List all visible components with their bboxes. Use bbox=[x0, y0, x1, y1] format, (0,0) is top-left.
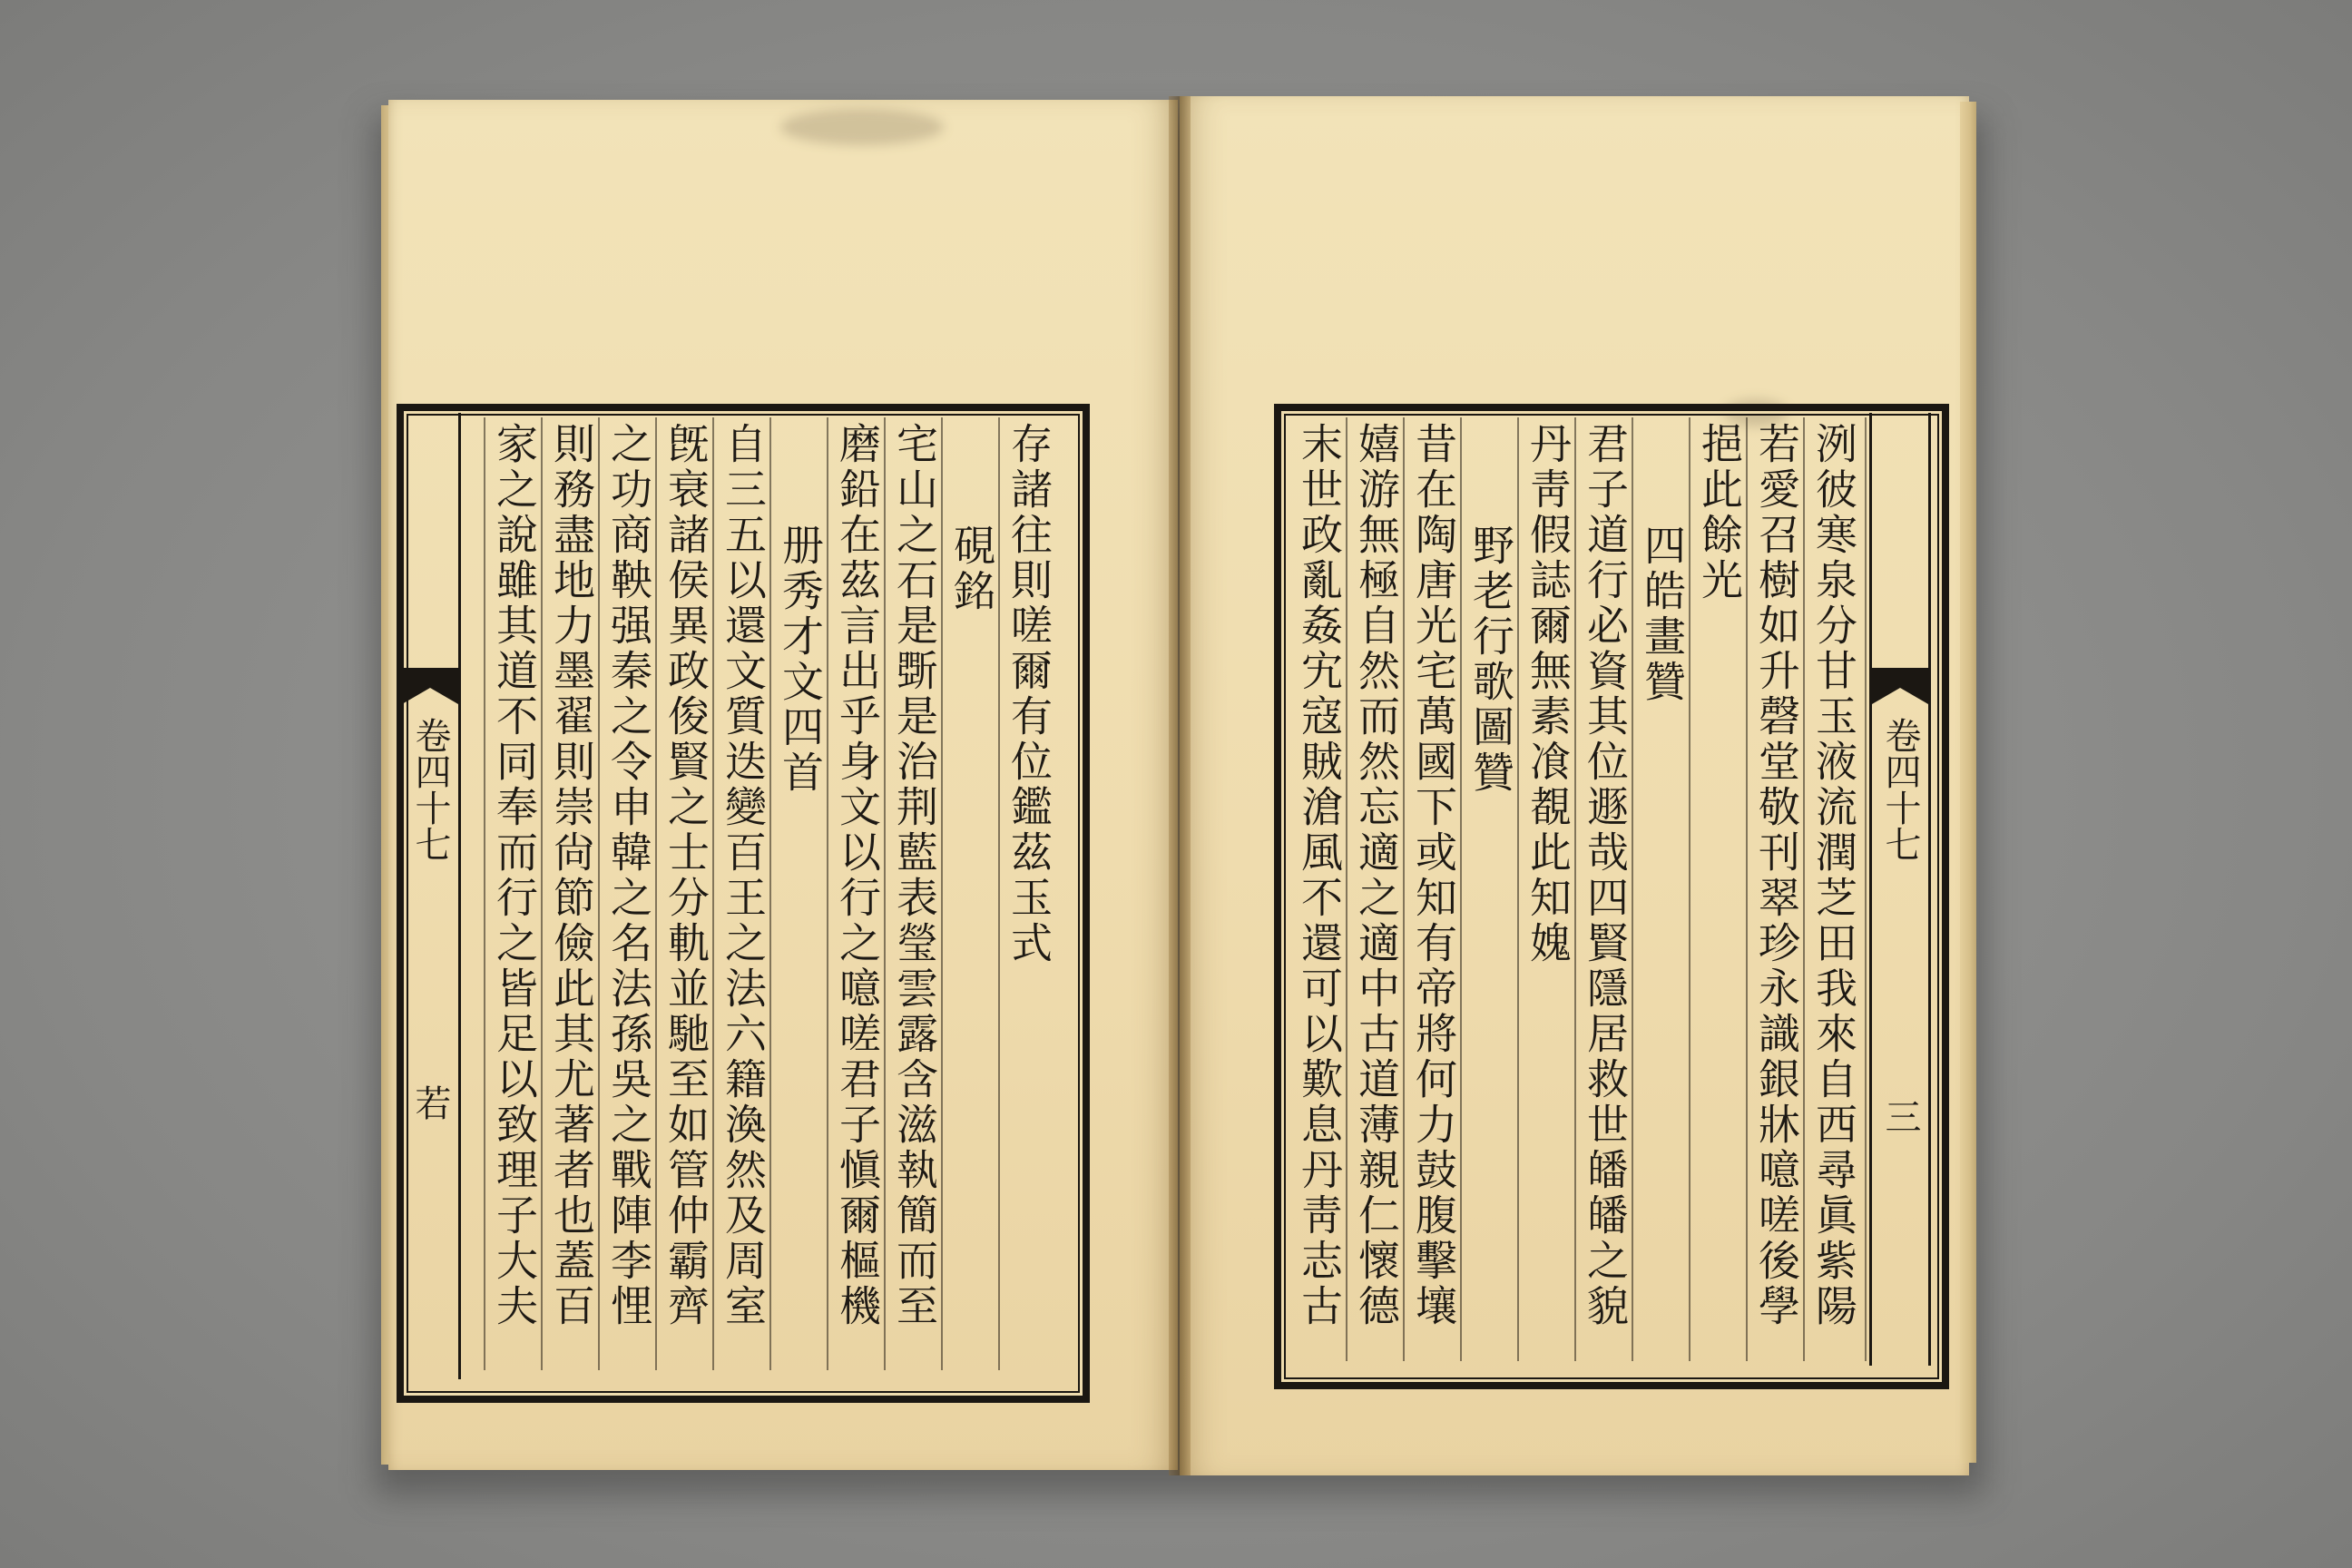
left-column-1: 存諸往則嗟爾有位鑑茲玉式 bbox=[1004, 422, 1054, 966]
column-rule bbox=[1632, 417, 1633, 1361]
right-column-2: 若愛召樹如升磬堂敬刊翠珍永識銀牀噫嗟後學 bbox=[1752, 422, 1801, 1329]
right-heading-four-greybeards: 四皓畫贊 bbox=[1638, 524, 1687, 705]
right-column-6: 丹靑假誌爾無素飡覩此知媿 bbox=[1524, 422, 1573, 966]
right-column-8: 昔在陶唐光宅萬國下或知有帝將何力鼓腹擊壤 bbox=[1409, 422, 1458, 1329]
column-rule bbox=[941, 417, 943, 1370]
right-page-number: 三 bbox=[1879, 1098, 1921, 1134]
left-column-6: 自三五以還文質迭變百王之法六籍渙然及周室 bbox=[719, 422, 768, 1329]
left-center-strip bbox=[399, 413, 461, 1379]
left-column-7: 旣衰諸侯異政俊賢之士分軌並馳至如管仲霸齊 bbox=[662, 422, 710, 1329]
column-rule bbox=[769, 417, 771, 1370]
column-rule bbox=[1803, 417, 1805, 1361]
column-rule bbox=[1517, 417, 1519, 1361]
left-column-8: 之功商鞅强秦之令申韓之名法孫吳之戰陣李悝 bbox=[604, 422, 653, 1329]
left-column-3: 宅山之石是斲是治荆藍表瑩雲露含滋執簡而至 bbox=[890, 422, 939, 1329]
right-column-10: 末世政亂姦宄寇賊滄風不還可以歎息丹靑志古 bbox=[1295, 422, 1344, 1329]
column-rule bbox=[484, 417, 485, 1370]
left-column-9: 則務盡地力墨翟則崇尙節儉此其尤著者也蓋百 bbox=[547, 422, 596, 1329]
column-rule bbox=[1346, 417, 1348, 1361]
left-column-10: 家之說雖其道不同奉而行之皆足以致理子大夫 bbox=[490, 422, 539, 1329]
column-rule bbox=[598, 417, 600, 1370]
right-column-3: 挹此餘光 bbox=[1695, 422, 1744, 603]
left-heading-essay-questions: 册秀才文四首 bbox=[776, 524, 825, 796]
column-rule bbox=[541, 417, 543, 1370]
column-rule bbox=[884, 417, 886, 1370]
right-column-1: 洌彼寒泉分甘玉液流潤芝田我來自西尋眞紫陽 bbox=[1809, 422, 1858, 1329]
book-gutter bbox=[1169, 96, 1191, 1475]
right-column-5: 君子道行必資其位遯哉四賢隱居救世皤皤之貌 bbox=[1581, 422, 1630, 1329]
ink-smudge bbox=[780, 109, 944, 145]
column-rule bbox=[827, 417, 828, 1370]
column-rule bbox=[1460, 417, 1462, 1361]
left-heading-inkstone-inscription: 硯銘 bbox=[947, 524, 996, 614]
column-rule bbox=[1689, 417, 1690, 1361]
column-rule bbox=[712, 417, 714, 1370]
right-column-9: 嬉游無極自然而然忘適之適中古道薄親仁懷德 bbox=[1352, 422, 1401, 1329]
column-rule bbox=[1574, 417, 1576, 1361]
column-rule bbox=[1865, 417, 1867, 1361]
left-strip-label: 卷四十七 bbox=[409, 717, 451, 862]
right-heading-old-rustic-song: 野老行歌圖贊 bbox=[1466, 524, 1515, 796]
column-rule bbox=[1746, 417, 1748, 1361]
right-strip-label: 卷四十七 bbox=[1879, 717, 1921, 862]
right-center-strip bbox=[1869, 413, 1931, 1366]
left-column-4: 磨鉛在茲言出乎身文以行之噫嗟君子愼爾樞機 bbox=[833, 422, 882, 1329]
column-rule bbox=[1403, 417, 1405, 1361]
column-rule bbox=[998, 417, 1000, 1370]
left-strip-note: 若 bbox=[409, 1084, 451, 1121]
right-page-edge bbox=[1960, 102, 1976, 1463]
column-rule bbox=[655, 417, 657, 1370]
